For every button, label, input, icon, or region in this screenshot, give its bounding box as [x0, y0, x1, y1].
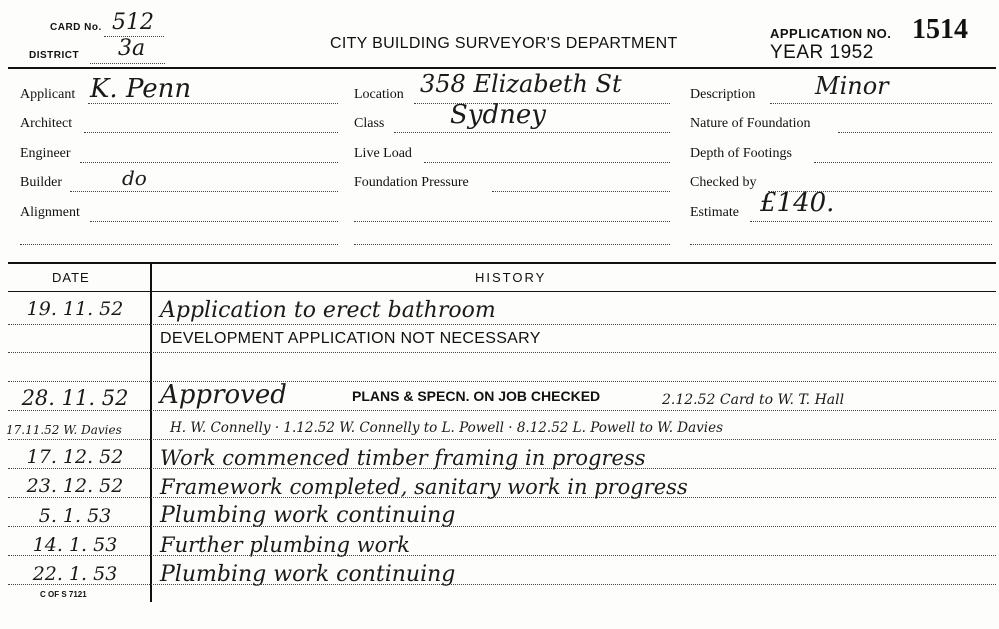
location-label: Location [354, 87, 404, 102]
depth-footings-label: Depth of Footings [690, 146, 792, 161]
history-note: 2.12.52 Card to W. T. Hall [662, 392, 845, 408]
application-no-value: 1514 [912, 14, 968, 45]
district-label: DISTRICT [29, 50, 80, 61]
builder-value: do [122, 166, 147, 190]
history-header: HISTORY [475, 270, 547, 285]
history-date: 23. 12. 52 [26, 475, 124, 497]
architect-label: Architect [20, 116, 73, 131]
history-entry: Work commenced timber framing in progress [160, 446, 646, 470]
history-date: 17. 12. 52 [26, 446, 124, 468]
estimate-value: £140. [760, 188, 835, 218]
location-value: 358 Elizabeth St [420, 70, 622, 98]
history-date: 14. 1. 53 [32, 534, 118, 556]
card-no-value: 512 [112, 10, 154, 35]
history-date: 28. 11. 52 [21, 386, 129, 410]
history-entry: Plumbing work continuing [160, 503, 456, 528]
history-entry: Further plumbing work [160, 533, 411, 557]
history-entry: Plumbing work continuing [160, 562, 456, 587]
district-value: 3a [118, 36, 146, 61]
builder-label: Builder [20, 175, 62, 190]
nature-foundation-label: Nature of Foundation [690, 116, 811, 131]
history-entry: Framework completed, sanitary work in progress [160, 475, 688, 499]
engineer-label: Engineer [20, 146, 71, 161]
description-value: Minor [815, 72, 889, 100]
applicant-label: Applicant [20, 87, 76, 102]
live-load-label: Live Load [354, 146, 412, 161]
history-stamp: PLANS & SPECN. ON JOB CHECKED [352, 388, 601, 404]
estimate-label: Estimate [690, 205, 739, 220]
department-title: CITY BUILDING SURVEYOR'S DEPARTMENT [330, 35, 678, 52]
class-label: Class [354, 116, 385, 131]
card-no-label: CARD No. [50, 22, 102, 33]
form-code: C OF S 7121 [40, 590, 87, 599]
history-entry: H. W. Connelly · 1.12.52 W. Connelly to L. Powell · 8.12.52 L. Powell to W. Davies [170, 420, 724, 436]
foundation-pressure-label: Foundation Pressure [354, 175, 469, 190]
history-entry: Application to erect bathroom [160, 298, 496, 323]
history-date: 5. 1. 53 [38, 505, 112, 527]
applicant-value: K. Penn [90, 74, 192, 104]
description-label: Description [690, 87, 756, 102]
application-no-label: APPLICATION NO. [770, 26, 892, 41]
history-date: 19. 11. 52 [26, 298, 124, 320]
history-entry-approved: Approved [160, 380, 287, 410]
class-value: Sydney [450, 100, 546, 130]
year-label: YEAR 1952 [770, 42, 874, 63]
checked-by-label: Checked by [690, 175, 757, 190]
alignment-label: Alignment [20, 205, 80, 220]
history-entry-typed: DEVELOPMENT APPLICATION NOT NECESSARY [160, 330, 541, 347]
history-date: 17.11.52 W. Davies [6, 423, 122, 437]
date-header: DATE [52, 270, 90, 285]
history-date: 22. 1. 53 [32, 563, 118, 585]
